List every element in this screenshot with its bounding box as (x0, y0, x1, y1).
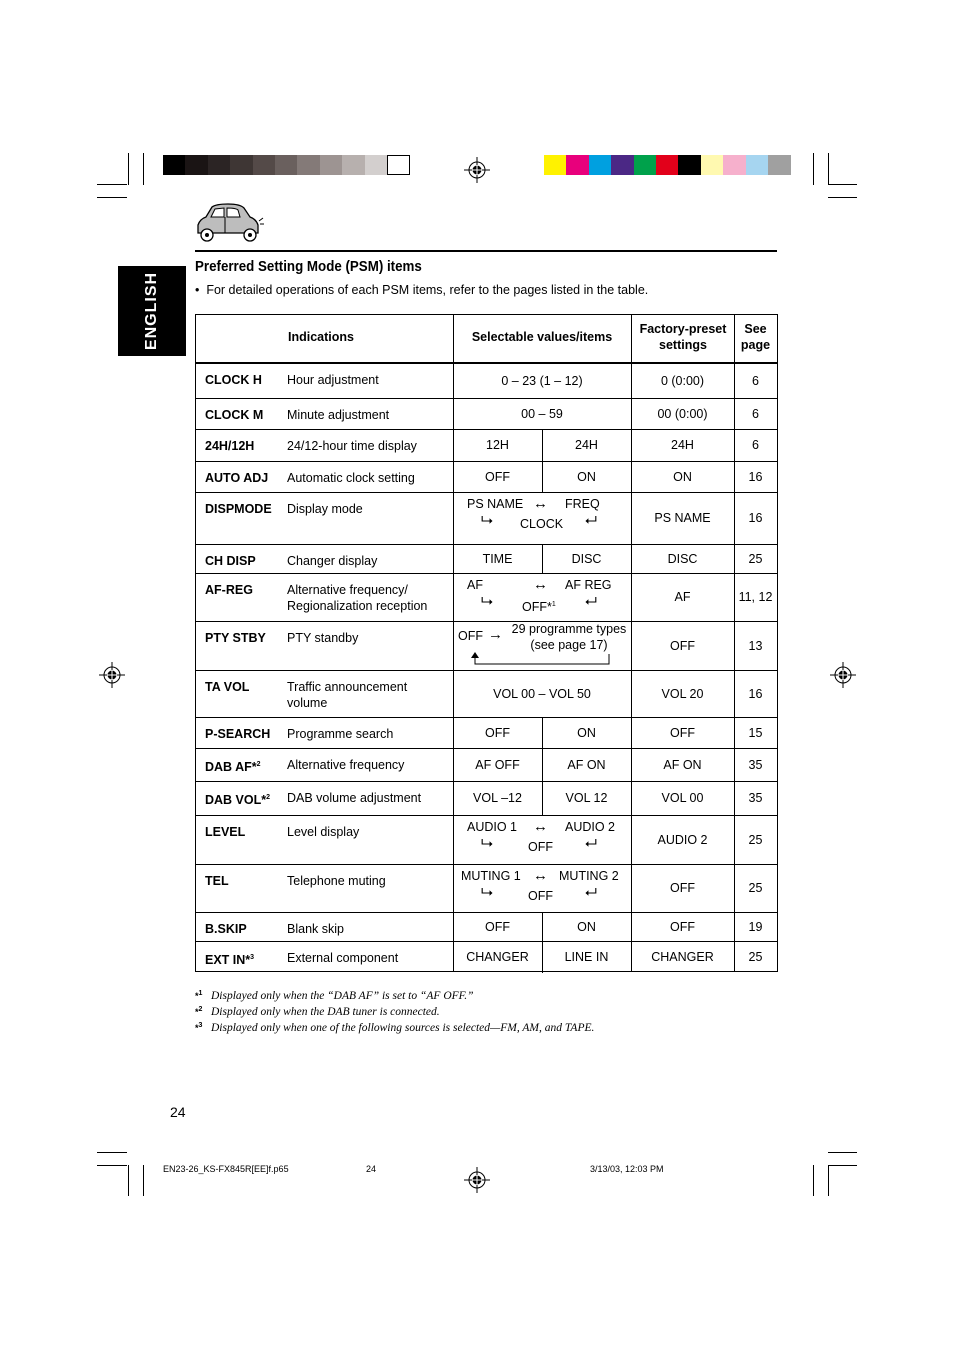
psm-table (195, 314, 778, 972)
row-values: VOL 00 – VOL 50 (493, 686, 591, 701)
row-value-b: 29 programme types (see page 17) (511, 622, 627, 652)
row-factory-setting: DISC (667, 551, 698, 566)
row-value-1: AF OFF (475, 757, 520, 772)
row-code: PTY STBY (205, 631, 266, 645)
row-value-b: FREQ (565, 497, 600, 511)
row-code: TEL (205, 874, 229, 888)
section-title: Preferred Setting Mode (PSM) items (195, 259, 422, 275)
row-factory-setting: AF (674, 590, 691, 604)
arrow-right-icon: → (488, 626, 503, 643)
row-description: Hour adjustment (287, 373, 379, 387)
header-indications: Indications (288, 330, 354, 344)
row-factory-setting: OFF (670, 881, 695, 895)
row-value-2: ON (577, 919, 596, 934)
car-icon (194, 203, 264, 245)
color-swatch (163, 155, 186, 175)
row-code: B.SKIP (205, 922, 247, 936)
row-see-page: 16 (748, 511, 763, 525)
footnote-1: *$^1$ Displayed only when the “DAB AF” is set to “AF OFF.” (195, 990, 474, 1002)
page-number: 24 (170, 1104, 186, 1120)
color-swatch (678, 155, 701, 175)
row-description: DAB volume adjustment (287, 791, 422, 805)
table-row-divider (196, 717, 777, 718)
table-row-divider (196, 670, 777, 671)
color-swatch (275, 155, 298, 175)
color-swatch (230, 155, 253, 175)
print-footer-file: EN23-26_KS-FX845R[EE]f.p65 (163, 1164, 289, 1174)
row-value-a: AF (467, 578, 483, 592)
table-row-divider (196, 544, 777, 545)
row-value-1: CHANGER (466, 950, 529, 964)
arrow-corner-left-icon: ⮡ (481, 835, 494, 852)
print-footer-date: 3/13/03, 12:03 PM (590, 1164, 664, 1174)
row-see-page: 25 (748, 551, 763, 566)
arrow-corner-left-icon: ⮡ (481, 884, 494, 901)
row-value-a: AUDIO 1 (467, 820, 518, 834)
table-row-divider (196, 573, 777, 574)
row-see-page: 15 (748, 725, 763, 740)
row-see-page: 6 (752, 373, 759, 388)
row-value-2: VOL 12 (565, 791, 608, 805)
row-see-page: 16 (748, 469, 763, 484)
row-code: AF-REG (205, 583, 253, 597)
row-see-page: 11, 12 (738, 590, 773, 604)
print-footer-page: 24 (366, 1164, 377, 1174)
color-swatch (342, 155, 365, 175)
color-swatch (723, 155, 746, 175)
row-description: Display mode (287, 502, 363, 516)
row-see-page: 13 (748, 638, 763, 653)
row-factory-setting: 24H (671, 438, 694, 452)
arrow-corner-left-icon: ⮡ (481, 593, 494, 610)
row-description: Programme search (287, 727, 394, 741)
row-factory-setting: OFF (670, 725, 695, 740)
row-value-2: LINE IN (564, 950, 609, 964)
row-factory-setting: VOL 00 (661, 791, 704, 805)
color-swatch (185, 155, 208, 175)
row-description: PTY standby (287, 631, 359, 645)
row-see-page: 35 (748, 757, 763, 772)
table-row-divider (196, 864, 777, 865)
table-row-divider (196, 492, 777, 493)
registration-mark-icon (99, 662, 125, 688)
arrow-corner-right-icon: ⮠ (585, 835, 598, 852)
row-description: Alternative frequency (287, 758, 405, 772)
table-row-divider (196, 912, 777, 913)
header-values: Selectable values/items (471, 330, 613, 344)
row-value-c: OFF (528, 840, 553, 854)
row-values: 00 – 59 (521, 406, 563, 421)
row-value-2: ON (577, 469, 596, 484)
color-swatch (208, 155, 231, 175)
table-row-divider (196, 781, 777, 782)
row-value-1: OFF (485, 725, 510, 740)
arrow-corner-right-icon: ⮠ (585, 512, 598, 529)
loop-arrow-icon (471, 652, 611, 668)
row-value-c: OFF*$^1$ (522, 600, 556, 615)
row-description: External component (287, 951, 399, 965)
color-swatch (656, 155, 679, 175)
registration-mark-icon (464, 1167, 490, 1193)
color-swatch (365, 155, 388, 175)
color-swatch (589, 155, 612, 175)
row-description: Traffic announcement volume (287, 680, 408, 710)
color-swatch (701, 155, 724, 175)
row-factory-setting: PS NAME (654, 511, 711, 525)
row-see-page: 19 (748, 919, 763, 934)
footnote-2: *$^2$ Displayed only when the DAB tuner is connected. (195, 1006, 440, 1018)
row-factory-setting: 0 (0:00) (660, 373, 705, 388)
row-see-page: 35 (748, 791, 763, 805)
row-code: DISPMODE (205, 502, 272, 516)
row-see-page: 6 (752, 406, 759, 421)
color-swatch (387, 155, 410, 175)
arrow-corner-right-icon: ⮠ (585, 593, 598, 610)
row-value-1: 12H (486, 438, 509, 452)
arrow-corner-left-icon: ⮡ (481, 512, 494, 529)
row-factory-setting: ON (673, 469, 692, 484)
header-see-page: See page (740, 322, 771, 352)
row-value-2: DISC (571, 551, 602, 566)
row-value-b: MUTING 2 (559, 869, 619, 883)
row-value-b: AUDIO 2 (565, 820, 616, 834)
table-row-divider (196, 362, 777, 364)
row-code: TA VOL (205, 680, 250, 694)
row-code: LEVEL (205, 825, 246, 839)
row-code: CLOCK H (205, 373, 262, 387)
row-see-page: 25 (748, 832, 763, 847)
row-code: AUTO ADJ (205, 471, 269, 485)
arrow-both-icon: ↔ (533, 576, 548, 593)
row-code: 24H/12H (205, 439, 255, 453)
color-swatch (611, 155, 634, 175)
row-factory-setting: 00 (0:00) (657, 406, 708, 421)
row-see-page: 6 (752, 438, 759, 452)
row-description: Changer display (287, 554, 378, 568)
table-row-divider (196, 748, 777, 749)
row-description: 24/12-hour time display (287, 439, 417, 453)
row-factory-setting: CHANGER (651, 950, 714, 964)
header-rule (195, 250, 777, 252)
row-see-page: 16 (748, 686, 763, 701)
intro-text: • For detailed operations of each PSM items, refer to the pages listed in the table. (195, 283, 649, 297)
table-row-divider (196, 941, 777, 942)
table-row-divider (196, 429, 777, 430)
table-row-divider (196, 815, 777, 816)
color-swatch (320, 155, 343, 175)
row-value-1: OFF (485, 919, 510, 934)
row-see-page: 25 (748, 950, 763, 964)
row-value-a: OFF (458, 629, 483, 643)
arrow-both-icon: ↔ (533, 867, 548, 884)
row-see-page: 25 (748, 881, 763, 895)
row-value-c: OFF (528, 889, 553, 903)
registration-mark-icon (464, 157, 490, 183)
row-code: EXT IN*$^3$ (205, 953, 255, 968)
color-swatch (253, 155, 276, 175)
row-code: CH DISP (205, 554, 256, 568)
row-value-2: 24H (575, 438, 598, 452)
row-description: Automatic clock setting (287, 471, 415, 485)
arrow-corner-right-icon: ⮠ (585, 884, 598, 901)
row-factory-setting: AUDIO 2 (657, 832, 708, 847)
table-row-divider (196, 398, 777, 399)
row-code: CLOCK M (205, 408, 264, 422)
color-swatch (297, 155, 320, 175)
color-swatch (746, 155, 769, 175)
footnote-3: *$^3$ Displayed only when one of the following sources is selected—FM, AM, and TAPE. (195, 1022, 595, 1034)
row-value-1: OFF (485, 469, 510, 484)
row-value-2: AF ON (567, 757, 606, 772)
row-description: Blank skip (287, 922, 344, 936)
table-row-divider (196, 621, 777, 622)
registration-mark-icon (830, 662, 856, 688)
row-factory-setting: AF ON (663, 757, 702, 772)
row-value-a: PS NAME (467, 497, 524, 511)
row-value-1: TIME (482, 551, 513, 566)
row-description: Level display (287, 825, 360, 839)
color-swatch (634, 155, 657, 175)
row-code: P-SEARCH (205, 727, 271, 741)
arrow-both-icon: ↔ (533, 495, 548, 512)
row-description: Minute adjustment (287, 408, 390, 422)
row-value-b: AF REG (565, 578, 612, 592)
arrow-both-icon: ↔ (533, 818, 548, 835)
row-value-1: VOL –12 (473, 791, 522, 805)
row-description: Telephone muting (287, 874, 386, 888)
row-factory-setting: OFF (670, 638, 695, 653)
header-factory: Factory-preset settings (639, 322, 727, 352)
row-value-c: CLOCK (520, 517, 564, 531)
row-values: 0 – 23 (1 – 12) (501, 373, 583, 388)
row-description: Alternative frequency/ Regionalization reception (287, 583, 428, 613)
row-code: DAB AF*$^2$ (205, 760, 261, 775)
row-code: DAB VOL*$^2$ (205, 793, 271, 808)
row-value-a: MUTING 1 (461, 869, 521, 883)
language-tab: ENGLISH (118, 266, 186, 356)
row-value-2: ON (577, 725, 596, 740)
color-swatch (768, 155, 791, 175)
row-factory-setting: VOL 20 (661, 686, 704, 701)
color-swatch (544, 155, 567, 175)
row-factory-setting: OFF (670, 919, 695, 934)
table-row-divider (196, 461, 777, 462)
color-swatch (566, 155, 589, 175)
